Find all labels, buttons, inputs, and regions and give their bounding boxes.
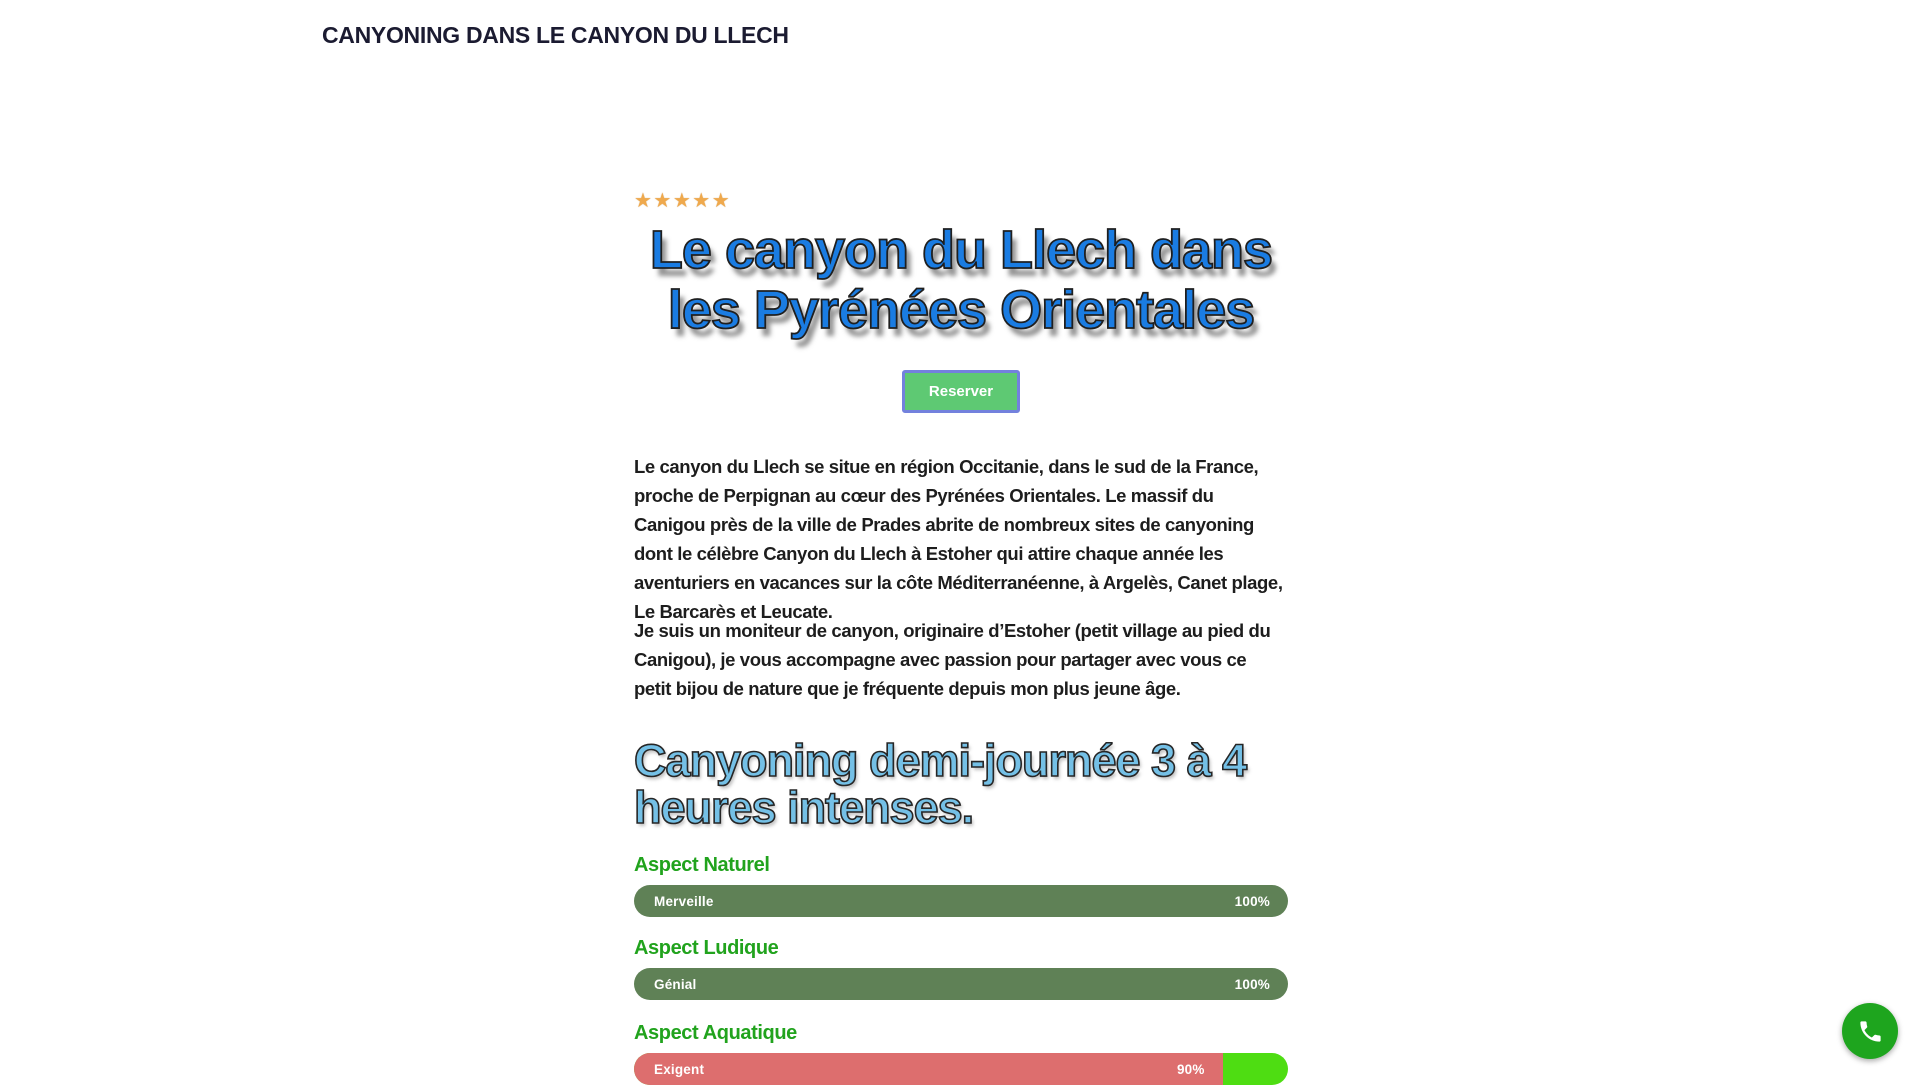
- section-title-line2: heures intenses.: [634, 782, 974, 833]
- progressbar-text: Génial: [654, 976, 697, 992]
- phone-icon: [1857, 1018, 1884, 1045]
- hero-title: [634, 220, 1288, 340]
- reserve-button[interactable]: Reserver: [902, 370, 1020, 413]
- aspect-ludique-progressbar: [634, 968, 1288, 1000]
- aspect-ludique-label: Aspect Ludique: [634, 937, 779, 959]
- phone-call-button[interactable]: [1842, 1003, 1898, 1059]
- aspect-naturel-label: Aspect Naturel: [634, 854, 770, 876]
- hero-title-line2: les Pyrénées Orientales: [667, 280, 1255, 340]
- progressbar-text: Merveille: [654, 893, 714, 909]
- star-rating: [634, 188, 1288, 213]
- section-title: [634, 737, 1288, 831]
- progressbar-percent: 100%: [1234, 976, 1270, 992]
- aspect-naturel-section: [634, 852, 1288, 922]
- progressbar-percent: 100%: [1234, 893, 1270, 909]
- progressbar-percent: 90%: [1176, 1061, 1205, 1077]
- progressbar-fill: [634, 968, 1288, 1000]
- hero-title-line1: Le canyon du Llech dans: [649, 220, 1273, 280]
- intro-paragraph-1: Le canyon du Llech se situe en région Occitanie, dans le sud de la France, proche de Perpignan au cœur des Pyrénées Orientales. Le massif du Canigou près de la ville de Prades abrite de nombreux sites de canyoning dont le célèbre Canyon du Llech à Estoher qui attire chaque année les aventuriers en vacances sur la côte Méditerranéenne, à Argelès, Canet plage, Le Barcarès et Leucate.: [634, 456, 1283, 622]
- progressbar-fill: [634, 885, 1288, 917]
- star-icon: ★★★★★: [634, 190, 732, 212]
- section-title-line1: Canyoning demi-journée 3 à 4: [634, 735, 1247, 786]
- aspect-ludique-section: [634, 935, 1288, 1005]
- progressbar-text: Exigent: [654, 1061, 705, 1077]
- cta-container: [634, 370, 1288, 413]
- page-title: CANYONING DANS LE CANYON DU LLECH: [322, 22, 789, 48]
- intro-paragraph-2: Je suis un moniteur de canyon, originaire d’Estoher (petit village au pied du Canigou), je vous accompagne avec passion pour partager avec vous ce petit bijou de nature que je fréquente depuis mon plus jeune âge.: [634, 620, 1271, 699]
- aspect-aquatique-progressbar: [634, 1053, 1288, 1085]
- aspect-aquatique-label: Aspect Aquatique: [634, 1022, 797, 1044]
- aspect-naturel-progressbar: [634, 885, 1288, 917]
- progressbar-fill: [634, 1053, 1223, 1085]
